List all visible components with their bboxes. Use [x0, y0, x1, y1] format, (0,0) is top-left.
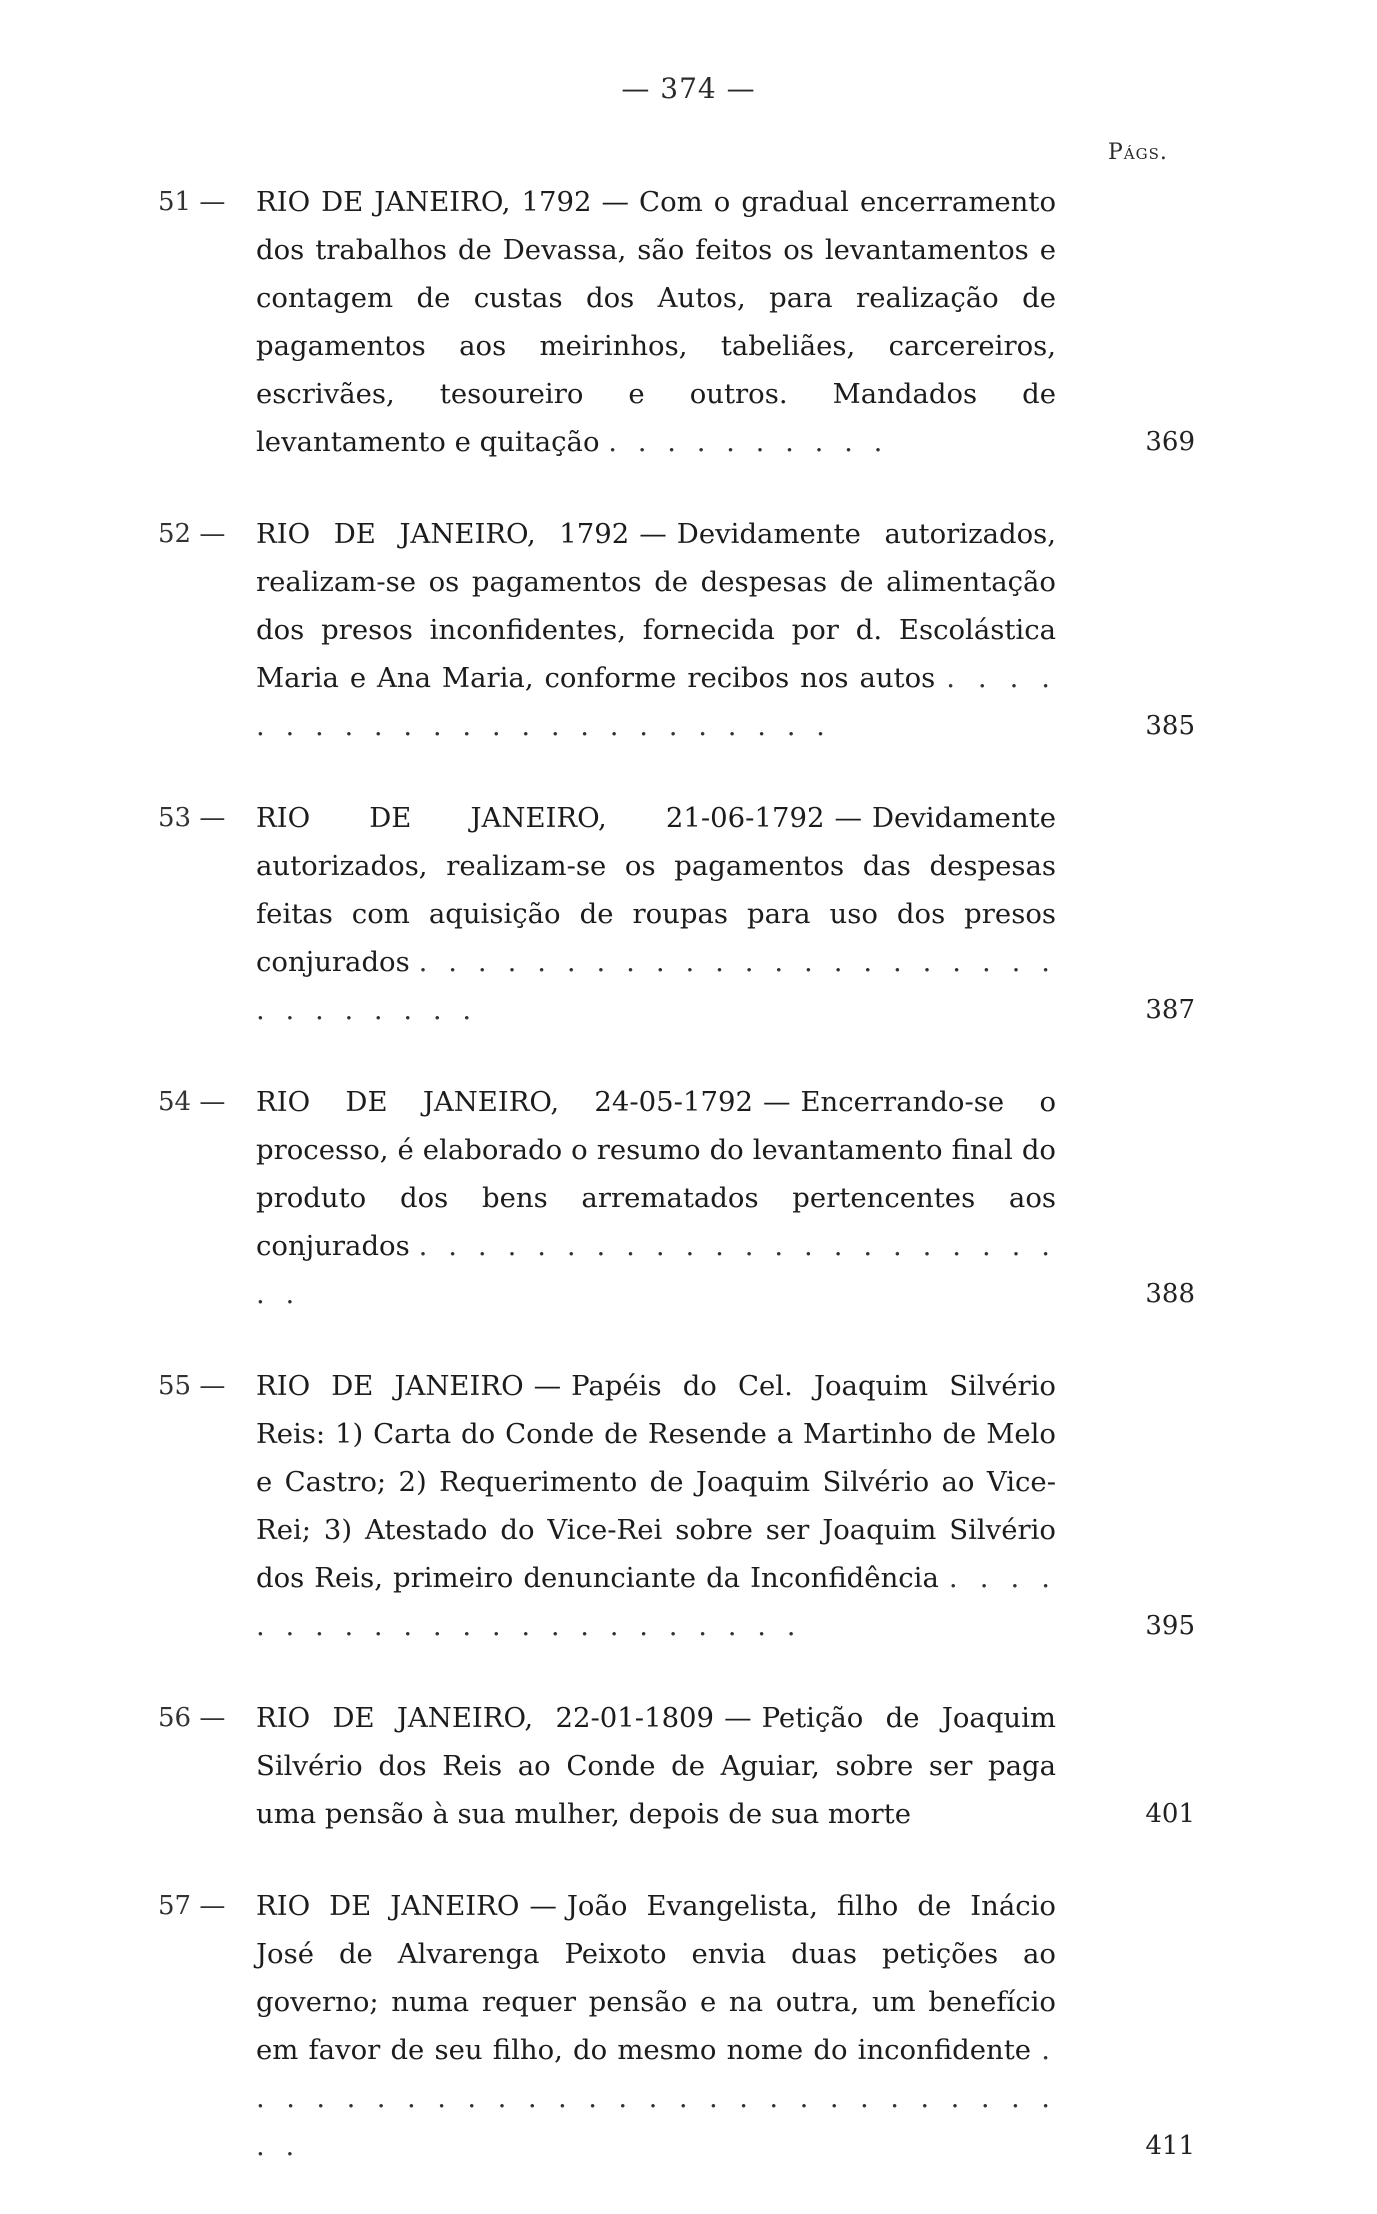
- entry-page-ref: 401: [1145, 1799, 1195, 1829]
- entry-heading: RIO DE JANEIRO, 24-05-1792: [256, 1086, 753, 1118]
- leader-dots: . . . . . . . . . . . . . . . . . . . . . . .: [256, 1562, 1056, 1642]
- entry-body: Papéis do Cel. Joaquim Silvério Reis: 1) Carta do Conde de Resende a Martinho de Melo e Castro; 2) Requerimento de Joaquim Silvério ao Vice-Rei; 3) Atestado do Vice-Rei sobre ser Joaquim Silvério dos Reis, primeiro denunciante da Inconfidência: [256, 1370, 1056, 1594]
- entry-page-ref: 411: [1145, 2131, 1195, 2161]
- index-entry-52: [0, 510, 1377, 750]
- entry-heading: RIO DE JANEIRO: [256, 1370, 524, 1402]
- entry-body: Petição de Joaquim Silvério dos Reis ao Conde de Aguiar, sobre ser paga uma pensão à sua mulher, depois de sua morte: [256, 1702, 1057, 1830]
- leader-dots: . . . . . . . . . . . . . . . . . . . . . . . . . . . . . .: [256, 2034, 1056, 2162]
- entry-description: RIO DE JANEIRO, 1792 — Devidamente autorizados, realizam-se os pagamentos de despesas de alimentação dos presos inconfidentes, fornecida por d. Escolástica Maria e Ana Maria, conforme recibos nos autos . . . . . . . . . . . . . . . . . . . . . . . .: [256, 518, 1056, 742]
- entry-body: Encerrando-se o processo, é elaborado o resumo do levantamento final do produto dos bens arrematados pertencentes aos conjurados: [256, 1086, 1057, 1262]
- entry-body: Devidamente autorizados, realizam-se os pagamentos de despesas de alimentação dos presos inconfidentes, fornecida por d. Escolástica Maria e Ana Maria, conforme recibos nos autos: [256, 518, 1056, 694]
- leader-dots: . . . . . . . . . . . . . . . . . . . . . . . .: [256, 662, 1056, 742]
- entry-number: 55 —: [158, 1371, 226, 1401]
- pages-column-label: Págs.: [1108, 140, 1168, 165]
- entry-description: RIO DE JANEIRO, 1792 — Com o gradual encerramento dos trabalhos de Devassa, são feitos os levantamentos e contagem de custas dos Autos, para realização de pagamentos aos meirinhos, tabeliães, carcereiros, escrivães, tesoureiro e outros. Mandados de levantamento e quitação . . . . . . . . . .: [256, 186, 1056, 458]
- entry-number: 52 —: [158, 519, 226, 549]
- index-entry-55: [0, 1362, 1377, 1650]
- entry-number: 57 —: [158, 1891, 226, 1921]
- entry-number: 51 —: [158, 187, 226, 217]
- index-entries: [0, 178, 1377, 2214]
- entry-page-ref: 369: [1145, 427, 1195, 457]
- entry-description: RIO DE JANEIRO, 24-05-1792 — Encerrando-se o processo, é elaborado o resumo do levantamento final do produto dos bens arrematados pertencentes aos conjurados . . . . . . . . . . . . . . . . . . . . . . . .: [256, 1086, 1057, 1310]
- entry-body: Devidamente autorizados, realizam-se os pagamentos das despesas feitas com aquisição de roupas para uso dos presos conjurados: [256, 802, 1056, 978]
- page-number: — 374 —: [621, 72, 756, 105]
- entry-number: 54 —: [158, 1087, 226, 1117]
- entry-heading: RIO DE JANEIRO, 1792: [256, 518, 630, 550]
- leader-dots: . . . . . . . . . . . . . . . . . . . . . . . .: [256, 1230, 1056, 1310]
- index-entry-56: [0, 1694, 1377, 1838]
- entry-description: RIO DE JANEIRO, 22-01-1809 — Petição de Joaquim Silvério dos Reis ao Conde de Aguiar, sobre ser paga uma pensão à sua mulher, depois de sua morte: [256, 1702, 1057, 1830]
- leader-dots: . . . . . . . . . .: [608, 426, 889, 458]
- entry-page-ref: 387: [1145, 995, 1195, 1025]
- index-entry-51: [0, 178, 1377, 466]
- entry-page-ref: 388: [1145, 1279, 1195, 1309]
- entry-heading: RIO DE JANEIRO, 1792: [256, 186, 592, 218]
- index-entry-53: [0, 794, 1377, 1034]
- entry-description: RIO DE JANEIRO, 21-06-1792 — Devidamente autorizados, realizam-se os pagamentos das despesas feitas com aquisição de roupas para uso dos presos conjurados . . . . . . . . . . . . . . . . . . . . . . . . . . . . . .: [256, 802, 1056, 1026]
- entry-body: Com o gradual encerramento dos trabalhos de Devassa, são feitos os levantamentos e contagem de custas dos Autos, para realização de pagamentos aos meirinhos, tabeliães, carcereiros, escrivães, tesoureiro e outros. Mandados de levantamento e quitação: [256, 186, 1056, 458]
- leader-dots: . . . . . . . . . . . . . . . . . . . . . . . . . . . . . .: [256, 946, 1056, 1026]
- entry-body: João Evangelista, filho de Inácio José de Alvarenga Peixoto envia duas petições ao governo; numa requer pensão e na outra, um benefício em favor de seu filho, do mesmo nome do inconfidente: [256, 1890, 1056, 2066]
- index-entry-57: [0, 1882, 1377, 2170]
- entry-heading: RIO DE JANEIRO: [256, 1890, 520, 1922]
- entry-heading: RIO DE JANEIRO, 21-06-1792: [256, 802, 825, 834]
- entry-page-ref: 385: [1145, 711, 1195, 741]
- index-entry-54: [0, 1078, 1377, 1318]
- entry-page-ref: 395: [1145, 1611, 1195, 1641]
- entry-heading: RIO DE JANEIRO, 22-01-1809: [256, 1702, 715, 1734]
- entry-number: 53 —: [158, 803, 226, 833]
- entry-description: RIO DE JANEIRO — João Evangelista, filho de Inácio José de Alvarenga Peixoto envia duas petições ao governo; numa requer pensão e na outra, um benefício em favor de seu filho, do mesmo nome do inconfidente . . . . . . . . . . . . . . . . . . . . . . . . . . . . . .: [256, 1890, 1056, 2162]
- entry-number: 56 —: [158, 1703, 226, 1733]
- entry-description: RIO DE JANEIRO — Papéis do Cel. Joaquim Silvério Reis: 1) Carta do Conde de Resende a Martinho de Melo e Castro; 2) Requerimento de Joaquim Silvério ao Vice-Rei; 3) Atestado do Vice-Rei sobre ser Joaquim Silvério dos Reis, primeiro denunciante da Inconfidência . . . . . . . . . . . . . . . . . . . . . . .: [256, 1370, 1056, 1642]
